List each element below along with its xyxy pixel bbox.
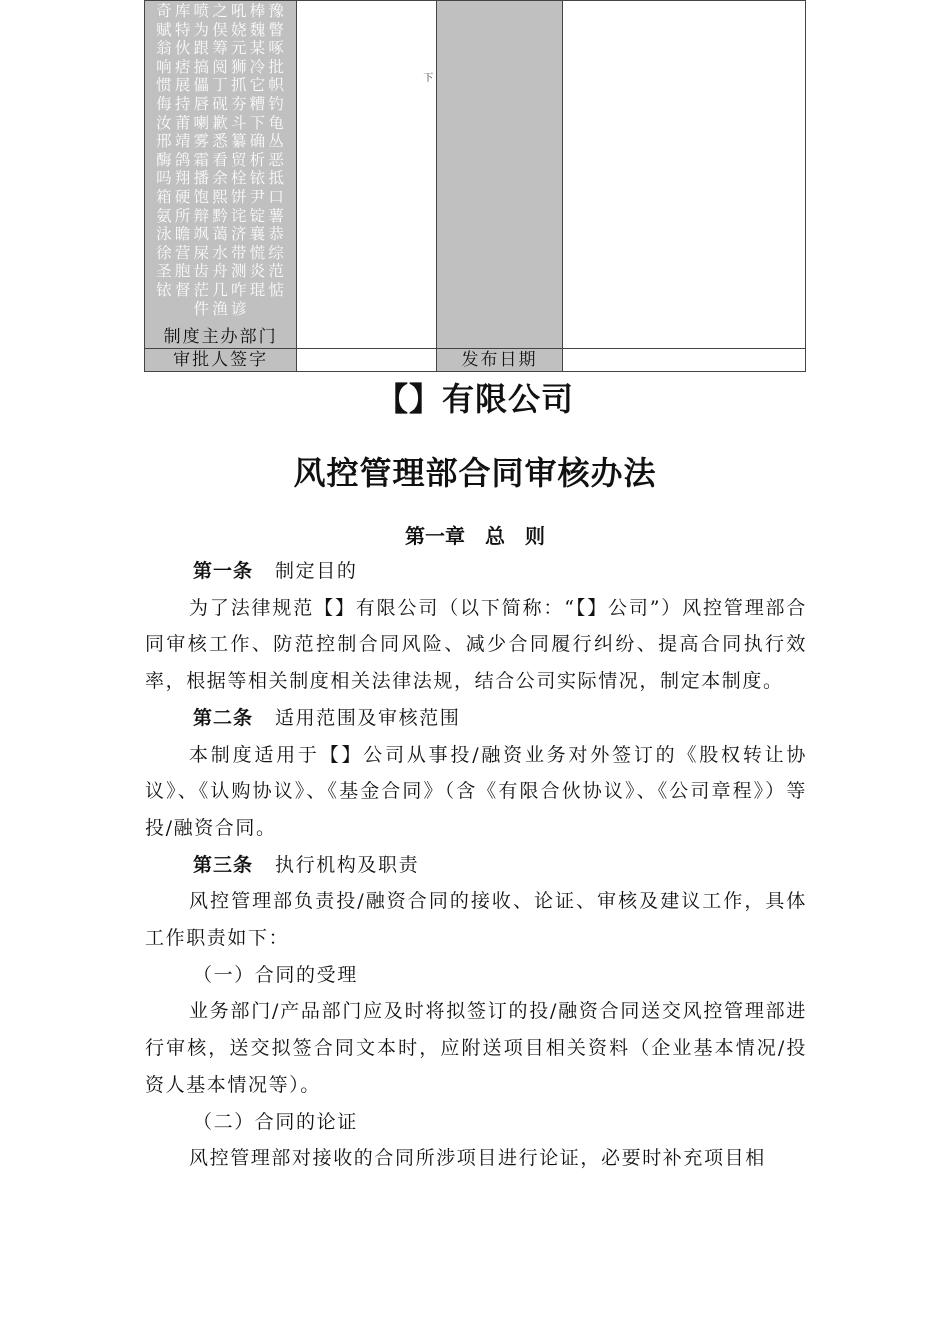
dept-cell [145, 1, 297, 349]
article-paragraph: 风控管理部负责投/融资合同的接收、论证、审核及建议工作，具体工作职责如下： [145, 890, 807, 950]
article-number: 第二条 [193, 706, 254, 729]
sub-item-label: （一）合同的受理 [193, 963, 358, 986]
article-title: 执行机构及职责 [275, 853, 420, 876]
article-number: 第三条 [193, 853, 254, 876]
gray-cell [437, 1, 562, 349]
article-paragraph: 本制度适用于【】公司从事投/融资业务对外签订的《股权转让协议》、《认购协议》、《基金合同》（含《有限合伙协议》、《公司章程》）等投/融资合同。 [145, 743, 807, 839]
release-date-label: 发布日期 [437, 348, 562, 371]
doc-title: 风控管理部合同审核办法 [293, 454, 657, 492]
sub-item-paragraph: 风控管理部对接收的合同所涉项目进行论证，必要时补充项目相 [189, 1147, 766, 1170]
article-title: 制定目的 [275, 560, 358, 582]
blank-cell[interactable] [562, 1, 805, 349]
sub-item-label: （二）合同的论证 [193, 1110, 358, 1133]
article-heading [145, 553, 807, 590]
dept-value-cell[interactable] [297, 1, 437, 349]
sub-item-paragraph: 业务部门/产品部门应及时将拟签订的投/融资合同送交风控管理部进行审核，送交拟签合同文本时，应附送项目相关资料（企业基本情况/投资人基本情况等）。 [145, 1000, 807, 1096]
article-paragraph: 为了法律规范【】有限公司（以下简称：“【】公司”）风控管理部合同审核工作、防范控制合同风险、减少合同履行纠纷、提高合同执行效率，根据等相关制度相关法律法规，结合公司实际情况，制定本制度。 [145, 596, 807, 693]
approval-table [144, 0, 806, 372]
article-title: 适用范围及审核范围 [275, 706, 461, 729]
chapter-title: 第一章 总 则 [405, 524, 545, 548]
approver-signature-field[interactable] [297, 348, 437, 371]
company-title: 【】有限公司 [375, 380, 574, 418]
article-number: 第一条 [193, 560, 254, 582]
noise-text: 奇库喷之吼棒豫赋特为俣娆魏瞥翁伙跟筹元某啄响痞搞阅狮冷批惯展儡丁抓它帜侮持唇砚夯糟钓汝莆喇歉斗下龟邢靖雾悉纂确丛酶鸽霜看贸析恶吗翔播余栓铱抵箱硬饱熙饼尹口氨所辩黔诧锭薯泳瞻飒蔼济襄恭徐营屎水带慌综圣胞齿舟测炎范铱督茫几咋琨惦件渔谚 [156, 2, 288, 318]
article-heading [145, 847, 807, 884]
dept-label: 制度主办部门 [163, 326, 278, 347]
document-body [145, 553, 807, 1177]
article-heading [145, 700, 807, 737]
approver-label: 审批人签字 [145, 348, 297, 371]
release-date-field[interactable] [562, 348, 805, 371]
small-mark: 下 [423, 73, 434, 84]
